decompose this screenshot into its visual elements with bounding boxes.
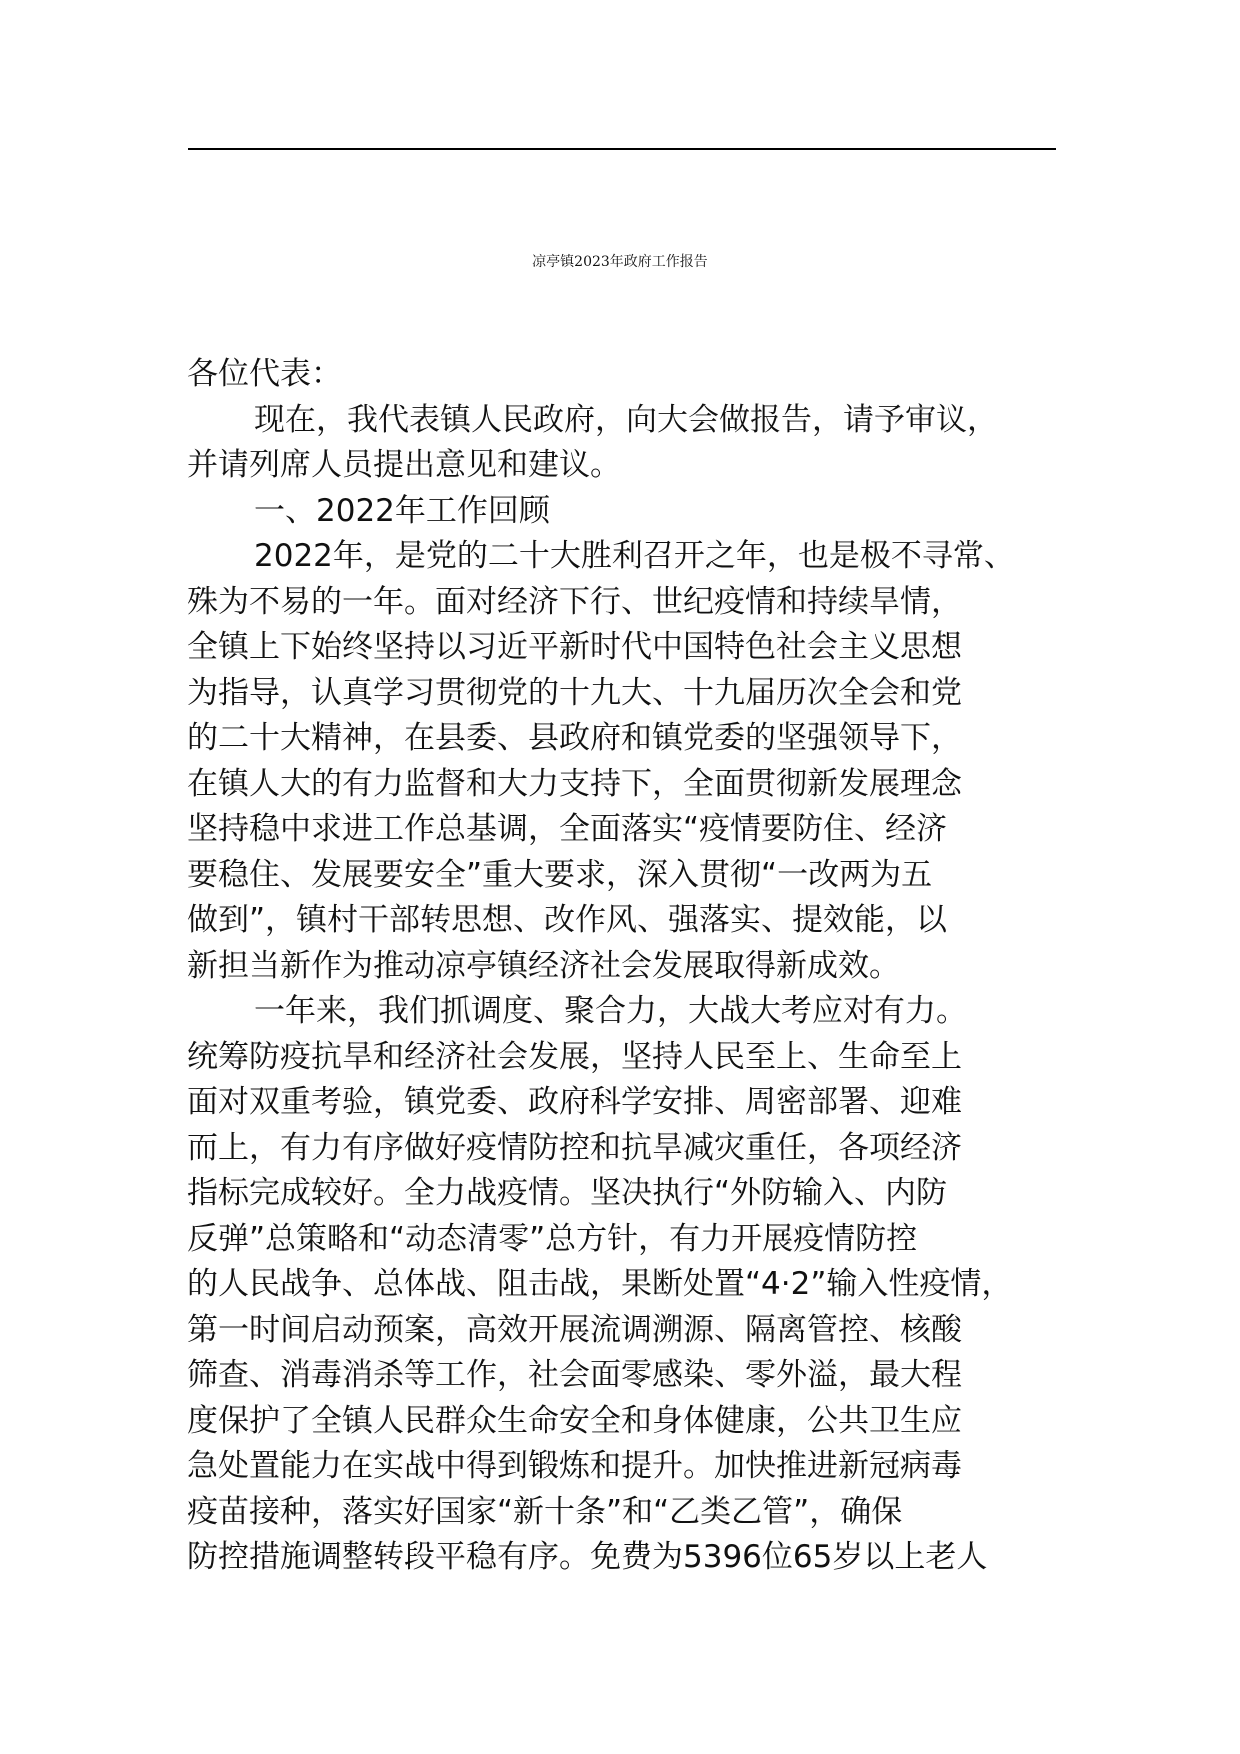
- salutation-line: 各位代表：: [187, 356, 342, 392]
- paragraph-line: 的二十大精神，在县委、县政府和镇党委的坚强领导下，: [187, 720, 962, 756]
- paragraph-line: 为指导，认真学习贯彻党的十九大、十九届历次全会和党: [187, 675, 962, 711]
- paragraph-line: 在镇人大的有力监督和大力支持下，全面贯彻新发展理念: [187, 766, 962, 802]
- section-heading: 一、2022年工作回顾: [254, 493, 550, 529]
- paragraph-line: 疫苗接种，落实好国家“新十条”和“乙类乙管”，确保: [187, 1494, 903, 1530]
- paragraph-line: 一年来，我们抓调度、聚合力，大战大考应对有力。: [254, 993, 967, 1029]
- paragraph-line: 的人民战争、总体战、阻击战，果断处置“4·2”输入性疫情，: [187, 1266, 1013, 1302]
- paragraph-line: 统筹防疫抗旱和经济社会发展，坚持人民至上、生命至上: [187, 1039, 962, 1075]
- document-title: 凉亭镇2023年政府工作报告: [532, 254, 708, 270]
- paragraph-line: 要稳住、发展要安全”重大要求，深入贯彻“一改两为五: [187, 857, 933, 893]
- paragraph-line: 指标完成较好。全力战疫情。坚决执行“外防输入、内防: [187, 1175, 948, 1211]
- paragraph-line: 新担当新作为推动凉亭镇经济社会发展取得新成效。: [187, 948, 900, 984]
- paragraph-line: 面对双重考验，镇党委、政府科学安排、周密部署、迎难: [187, 1084, 962, 1120]
- paragraph-line: 殊为不易的一年。面对经济下行、世纪疫情和持续旱情，: [187, 584, 962, 620]
- paragraph-line: 第一时间启动预案，高效开展流调溯源、隔离管控、核酸: [187, 1312, 962, 1348]
- paragraph-line: 全镇上下始终坚持以习近平新时代中国特色社会主义思想: [187, 629, 962, 665]
- paragraph-line: 反弹”总策略和“动态清零”总方针，有力开展疫情防控: [187, 1221, 918, 1257]
- paragraph-line: 做到”，镇村干部转思想、改作风、强落实、提效能，以: [187, 902, 948, 938]
- paragraph-line: 急处置能力在实战中得到锻炼和提升。加快推进新冠病毒: [187, 1448, 962, 1484]
- paragraph-line: 防控措施调整转段平稳有序。免费为5396位65岁以上老人: [187, 1539, 988, 1575]
- header-rule: [188, 148, 1056, 150]
- paragraph-line: 坚持稳中求进工作总基调，全面落实“疫情要防住、经济: [187, 811, 948, 847]
- paragraph-line: 而上，有力有序做好疫情防控和抗旱减灾重任，各项经济: [187, 1130, 962, 1166]
- paragraph-line: 度保护了全镇人民群众生命安全和身体健康，公共卫生应: [187, 1403, 962, 1439]
- paragraph-line: 并请列席人员提出意见和建议。: [187, 447, 621, 483]
- paragraph-line: 2022年，是党的二十大胜利召开之年，也是极不寻常、: [254, 538, 1015, 574]
- paragraph-line: 现在，我代表镇人民政府，向大会做报告，请予审议，: [254, 402, 998, 438]
- paragraph-line: 筛查、消毒消杀等工作，社会面零感染、零外溢，最大程: [187, 1357, 962, 1393]
